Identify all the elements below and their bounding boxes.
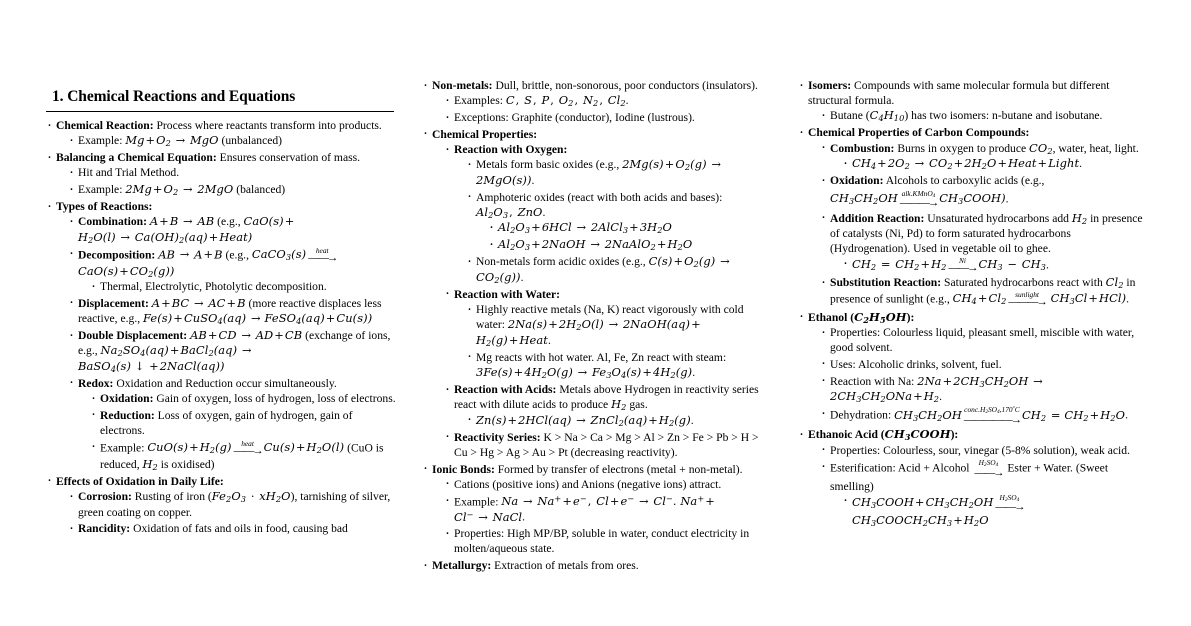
term-text: K > Na > Ca > Mg > Al > Zn > Fe > Pb > H > Cu > Hg > Ag > Au > Pt (decreasing reactivity). — [454, 430, 759, 459]
sublist — [820, 325, 1148, 425]
term-label: Displacement: — [78, 296, 149, 310]
term-label: Chemical Reaction: — [56, 119, 154, 132]
equation: $CH_4+Cl_2$ — [952, 291, 1007, 306]
equation: $2Mg+O_2 \to 2MgO$ — [125, 182, 234, 197]
equation: $Al_2O_3+2NaOH$ → $2NaAlO_2+H_2O$ — [498, 237, 693, 253]
equation: $C_4H_{10}$ — [869, 108, 905, 124]
sublist — [444, 93, 772, 125]
list-item — [444, 430, 772, 460]
reaction-arrow-kmno4: alk.KMnO$_4$ ———→ — [899, 188, 938, 210]
term-text: Ensures conservation of mass. — [216, 151, 361, 165]
sublist — [466, 157, 772, 285]
term-label: Double Displacement: — [78, 329, 188, 343]
term-label: Reaction with Water: — [454, 287, 561, 301]
list-item: · Displacement: A+BC → AC+B (more reactive displaces less reactive, e.g., Fe(s)+CuSO$_4$(aq) → FeSO$_4$(aq)+Cu(s)) — [68, 296, 396, 327]
equation: CaO(s)+ — [243, 214, 295, 229]
equation: $CH_3CH_2OH$ — [894, 407, 962, 423]
equation-line: $CH_3CH_2OH$ alk.KMnO$_4$ ———→ $CH_3COOH$). — [830, 188, 1009, 210]
equation: $CaO(s)+CO_2(g)$) — [78, 263, 175, 279]
column-metals-nonmetals — [422, 0, 772, 575]
list-item — [422, 558, 772, 573]
equation: C, S, P, $O_2$, $N_2$, $Cl_2$ — [505, 93, 626, 108]
list-item: · Corrosion: Rusting of iron $(Fe_2O_3 \cdot xH_2O)$, tarnishing of silver, green coating on copper. — [68, 489, 396, 520]
list-item: · Butane $(C_4H_{10})$ has two isomers: n-butane and isobutane. — [820, 108, 1148, 124]
sublist — [842, 156, 1148, 172]
list-item: · Example: Na → Na++e−, Cl+e− → Cl−. Na++ Cl− → NaCl. — [444, 494, 772, 525]
equation: $CH_4+2O_2$ → $CO_2+2H_2O+Heat+Light$ — [852, 156, 1080, 171]
equation: $CH_3 - CH_3$ — [978, 256, 1046, 272]
list-item: · Example: $2Mg+O_2 \to 2MgO$ (balanced) — [68, 182, 396, 198]
term-label: Corrosion: — [78, 490, 132, 504]
term-label: Ionic Bonds: — [432, 462, 495, 476]
sublist — [444, 142, 772, 460]
equation: $2Na(s)+2H_2O(l)$ → 2NaOH(aq)+ — [507, 317, 701, 333]
term-label: Oxidation: — [100, 392, 154, 406]
equation: $CH_2$ = — [1021, 407, 1061, 423]
term-label: Non-metals: — [432, 79, 493, 92]
sublist — [68, 165, 396, 197]
term-label: Decomposition: — [78, 247, 156, 261]
sublist — [842, 257, 1148, 274]
column-carbon-compounds — [798, 0, 1148, 575]
term-label: Rancidity: — [78, 522, 131, 536]
equation: Na → Na++e−, Cl+e− → Cl−. Na++ — [501, 493, 715, 508]
equation: $CH_3COOH$) — [939, 191, 1006, 206]
term-label: Chemical Properties of Carbon Compounds: — [808, 126, 1030, 140]
sublist — [466, 302, 772, 380]
sublist — [842, 494, 1148, 529]
equation: $CH_2 = CH_2+H_2$ — [852, 256, 947, 272]
list-item: · Properties: High MP/BP, soluble in water, conduct electricity in molten/aqueous state. — [444, 526, 772, 556]
equation: $H_2O(l)$ → $Ca(OH)_2(aq)+Heat$) — [78, 229, 253, 245]
term-text: Oxidation and Reduction occur simultaneously. — [113, 376, 337, 390]
list-item: · $CH_2 = CH_2+H_2$ Ni ——→ $CH_3 - CH_3$. — [842, 257, 1148, 274]
list-item: · Dehydration: $CH_3CH_2OH$ $conc.H_2SO_4,170^\circ C$ —————→ $CH_2 = CH_2+H_2O$. — [820, 406, 1148, 425]
sublist — [68, 489, 396, 536]
list-column-2 — [422, 78, 772, 573]
list-column-3 — [798, 78, 1148, 529]
list-item: · Mg reacts with hot water. Al, Fe, Zn react with steam: $3Fe(s)+4H_2O(g) \to Fe_3O_4(s)+4H_2(g)$. — [466, 350, 772, 381]
list-item: · Example: $CuO(s)+H_2(g)$ heat ——→ $Cu(s)+H_2O(l)$ (CuO is reduced, $H_2$ is oxidised) — [90, 440, 396, 473]
equation: $Zn(s)+2HCl(aq) \to ZnCl_2(aq)+H_2(g)$ — [476, 412, 691, 428]
term-label: Substitution Reaction: — [830, 276, 942, 290]
equation: $H_2$ — [1071, 210, 1088, 226]
list-item — [488, 220, 772, 236]
list-item: · Reaction with Na: $2Na+2CH_3CH_2OH \to 2CH_3CH_2ONa+H_2$. — [820, 374, 1148, 405]
equation: $3Fe(s)+4H_2O(g) \to Fe_3O_4(s)+4H_2(g)$ — [476, 364, 693, 380]
term-text: Extraction of metals from ores. — [491, 559, 639, 573]
title-divider — [46, 111, 394, 112]
list-item: · Reaction with Acids: Metals above Hydrogen in reactivity series react with dilute acids to produce $H_2$ gas. · $Zn(s)+2HCl(aq) \to ZnCl_2(aq)+H_2(g)$. — [444, 382, 772, 428]
reaction-arrow-h2so4: $H_2SO_4$ ——→ — [995, 493, 1024, 514]
list-item — [798, 125, 1148, 308]
list-item: · Non-metals form acidic oxides (e.g., $C(s)+O_2(g) \to CO_2(g)$). — [466, 254, 772, 285]
term-text: Formed by transfer of electrons (metal + non-metal). — [494, 462, 743, 476]
equation: AB+CD → AD+CB — [190, 328, 303, 343]
reaction-arrow-heat: heat ——→ — [233, 438, 262, 458]
term-label: Reaction with Oxygen: — [454, 143, 568, 157]
equation: Fe(s)+CuSO$_4$(aq) → — [143, 311, 261, 326]
equation: $Cu(s)+H_2O(l)$ — [263, 439, 345, 455]
page-title: 1. Chemical Reactions and Equations — [52, 88, 296, 105]
list-item: · Examples: C, S, P, $O_2$, $N_2$, $Cl_2$. — [444, 93, 772, 109]
list-item — [422, 78, 772, 125]
term-text: Oxidation of fats and oils in food, causing bad — [130, 522, 348, 536]
equation: BaSO$_4$(s) ↓ +2NaCl(aq)) — [78, 358, 225, 374]
list-item: · $Zn(s)+2HCl(aq) \to ZnCl_2(aq)+H_2(g)$. — [466, 413, 772, 429]
term-label: Redox: — [78, 376, 114, 390]
term-label: Balancing a Chemical Equation: — [56, 151, 217, 165]
equation: A+B → AB — [149, 214, 215, 229]
term-label: Ethanoic Acid $(CH_3COOH)$: — [808, 427, 959, 442]
term-text: Loss of oxygen, gain of hydrogen, gain of electrons. — [100, 408, 353, 438]
list-item — [798, 310, 1148, 426]
list-item — [90, 408, 396, 438]
list-item — [68, 521, 396, 536]
term-label: Combustion: — [830, 141, 895, 155]
term-label: Combination: — [78, 215, 147, 229]
term-label: Addition Reaction: — [830, 211, 925, 225]
equation: $CO_2$ — [1029, 140, 1053, 156]
equation: CaCO$_3$(s) — [251, 246, 307, 262]
list-item: · Double Displacement: AB+CD → AD+CB (exchange of ions, e.g., $Na_2SO_4(aq)+BaCl_2(aq)$ → BaSO$_4$(s) ↓ +2NaCl(aq)) — [68, 328, 396, 374]
equation: $CH_3COOH+CH_3CH_2OH$ — [852, 495, 994, 510]
sublist — [90, 279, 396, 294]
sublist — [820, 108, 1148, 124]
list-item: · Oxidation: Alcohols to carboxylic acids (e.g., $CH_3CH_2OH$ alk.KMnO$_4$ ———→ $CH_3COOH$). — [820, 173, 1148, 209]
list-item: · Example: $Mg+O_2$ → MgO (unbalanced) — [68, 133, 396, 149]
list-item: · Decomposition: AB → A+B (e.g., CaCO$_3$(s) heat ——→ $CaO(s)+CO_2(g)$) · Thermal, Electrolytic, Photolytic decomposition. — [68, 247, 396, 295]
sublist — [90, 391, 396, 472]
sublist — [820, 443, 1148, 529]
equation: Cl− → NaCl — [454, 509, 523, 524]
list-item: · Properties: Colourless, sour, vinegar (5-8% solution), weak acid. — [820, 443, 1148, 458]
list-column-1 — [46, 118, 396, 537]
list-item: · Metals form basic oxides (e.g., $2Mg(s)+O_2(g) \to 2MgO(s)$). — [466, 157, 772, 188]
term-label: Types of Reactions: — [56, 200, 153, 214]
equation: $Na_2SO_4(aq)+BaCl_2(aq)$ → — [100, 343, 252, 359]
equation: $2Na+2CH_3CH_2OH$ → — [917, 373, 1043, 389]
sublist — [68, 133, 396, 149]
list-item — [842, 494, 1148, 529]
list-item: · Hit and Trial Method. — [68, 165, 396, 180]
equation: $2CH_3CH_2ONa+H_2$ — [830, 389, 940, 404]
term-label: Chemical Properties: — [432, 127, 538, 141]
sublist — [488, 220, 772, 253]
sublist — [820, 141, 1148, 308]
sublist — [466, 413, 772, 429]
list-item — [798, 427, 1148, 529]
term-label: Reaction with Acids: — [454, 383, 557, 396]
equation: $Cl_2$ — [1105, 275, 1124, 291]
equation: $Al_2O_3+6HCl$ → $2AlCl_3+3H_2O$ — [498, 220, 672, 236]
list-item — [46, 474, 396, 537]
equation: $H_2$ — [611, 397, 627, 412]
equation: $CuO(s)+H_2(g)$ — [147, 439, 232, 455]
term-label: Ethanol $(C_2H_5OH)$: — [808, 309, 915, 325]
column-chemical-reactions — [46, 0, 396, 575]
equation: $2Mg(s)+O_2(g)$ → — [622, 157, 722, 173]
list-item — [90, 391, 396, 406]
term-label: Isomers: — [808, 79, 852, 92]
equation: $Mg+O_2$ → MgO — [125, 133, 219, 148]
reaction-arrow-h2so4: $H_2SO_4$ ——→ — [974, 458, 1003, 479]
sublist — [68, 214, 396, 472]
list-item: · Highly reactive metals (Na, K) react vigorously with cold water: $2Na(s)+2H_2O(l)$ → 2NaOH(aq)+ $H_2(g)+Heat$. — [466, 302, 772, 348]
list-item — [488, 237, 772, 253]
list-item — [444, 142, 772, 285]
list-item: · Exceptions: Graphite (conductor), Iodine (lustrous). — [444, 110, 772, 125]
term-text: Process where reactants transform into products. — [153, 119, 382, 132]
reaction-arrow-dehydration: $conc.H_2SO_4,170^\circ C$ —————→ — [963, 405, 1020, 426]
term-text: Gain of oxygen, loss of hydrogen, loss of electrons. — [153, 392, 396, 406]
list-item: · Combustion: Burns in oxygen to produce $CO_2$, water, heat, light. · $CH_4+2O_2$ → $CO_2+2H_2O+Heat+Light$. — [820, 141, 1148, 172]
sublist — [444, 477, 772, 557]
equation: $CH_3Cl+HCl$) — [1050, 291, 1127, 306]
term-label: Reduction: — [100, 408, 155, 422]
list-item: · Amphoteric oxides (react with both acids and bases): $Al_2O_3$, ZnO. · $Al_2O_3+6HCl$ → $2AlCl_3+3H_2O$ · $Al_2O_3+2NaOH$ → $2NaAlO_2+H_2O$ — [466, 190, 772, 253]
list-item — [422, 462, 772, 557]
equation: $Fe_2O_3 \cdot xH_2O$ — [211, 489, 291, 504]
list-item — [46, 150, 396, 197]
list-item — [68, 376, 396, 473]
equation: $C(s)+O_2(g)$ → — [648, 254, 730, 270]
term-text: Dull, brittle, non-sonorous, poor conductors (insulators). — [492, 79, 758, 92]
list-item: · Esterification: Acid + Alcohol $H_2SO_4$ ——→ Ester + Water. (Sweet smelling) · $CH_3COOH+CH_3CH_2OH$ $H_2SO_4$ ——→ $CH_3COOCH_2CH_3+H_2O$ — [820, 459, 1148, 528]
term-label: Reactivity Series: — [454, 430, 541, 444]
equation: A+BC → AC+B — [151, 295, 246, 310]
list-item: · Thermal, Electrolytic, Photolytic decomposition. — [90, 279, 396, 294]
term-label: Effects of Oxidation in Daily Life: — [56, 474, 224, 488]
list-item: · $CH_4+2O_2$ → $CO_2+2H_2O+Heat+Light$. — [842, 156, 1148, 172]
equation: $CH_3CH_2OH$ — [830, 191, 898, 206]
reaction-arrow-heat: heat ——→ — [308, 245, 337, 264]
list-item: · Addition Reaction: Unsaturated hydrocarbons add $H_2$ in presence of catalysts (Ni, Pd) to form saturated hydrocarbons (Hydrogenation). Used in vegetable oil to ghee. · $CH_2 = CH_2+H_2$ Ni ——→ $CH_3 - CH_3$. — [820, 211, 1148, 274]
list-item — [46, 199, 396, 472]
list-item — [444, 287, 772, 381]
list-item: · Uses: Alcoholic drinks, solvent, fuel. — [820, 357, 1148, 372]
list-item — [46, 118, 396, 149]
equation: 2MgO(s)) — [476, 172, 532, 187]
equation: $H_2$ — [142, 456, 158, 472]
term-text: Compounds with same molecular formula but different structural formula. — [808, 79, 1110, 108]
equation: $CO_2(g)$) — [476, 269, 521, 285]
equation: $H_2(g)+Heat$ — [476, 332, 548, 348]
list-item — [798, 78, 1148, 124]
list-item: · Substitution Reaction: Saturated hydrocarbons react with $Cl_2$ in presence of sunlight (e.g., $CH_4+Cl_2$ sunlight ———→ $CH_3Cl+HCl$). — [820, 275, 1148, 308]
term-label: Metallurgy: — [432, 559, 492, 573]
equation: $CH_3COOCH_2CH_3+H_2O$ — [852, 513, 989, 528]
list-item: · Properties: Colourless liquid, pleasant smell, miscible with water, good solvent. — [820, 325, 1148, 355]
term-label: Oxidation: — [830, 174, 884, 188]
list-item: · Cations (positive ions) and Anions (negative ions) attract. — [444, 477, 772, 492]
reaction-arrow-sunlight: sunlight ———→ — [1008, 289, 1046, 309]
list-item: · Combination: A+B → AB (e.g., $CaO(s)+ H_2O(l)$ → $Ca(OH)_2(aq)+Heat$) — [68, 214, 396, 245]
reaction-arrow-ni: Ni ——→ — [948, 255, 977, 274]
equation: $Al_2O_3$, ZnO — [476, 204, 543, 220]
list-item — [422, 127, 772, 460]
equation: $CH_2+H_2O$ — [1064, 407, 1126, 423]
equation: AB → A+B — [158, 246, 223, 261]
equation: FeSO$_4$(aq)+Cu(s)) — [264, 311, 373, 326]
